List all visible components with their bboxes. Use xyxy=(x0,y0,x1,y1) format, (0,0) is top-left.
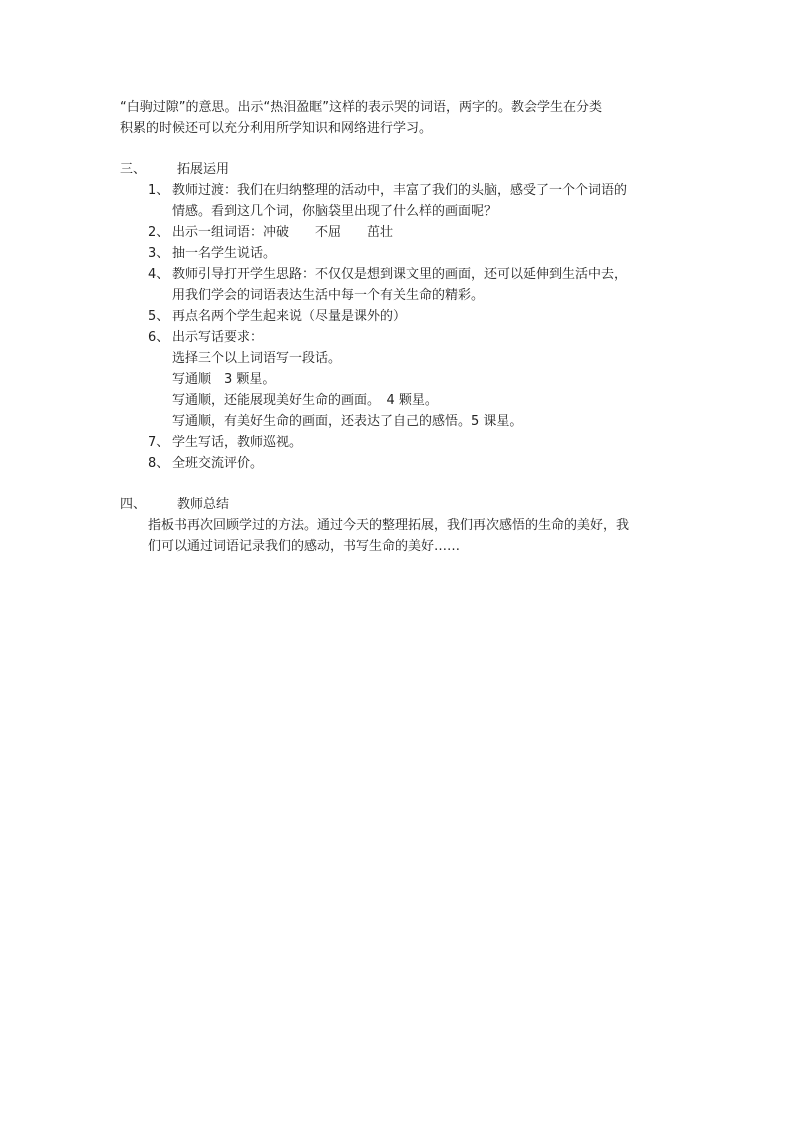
list-item-number: 5、 xyxy=(148,309,170,324)
list-item-number: 4、 xyxy=(148,267,170,282)
list-item-text: 全班交流评价。 xyxy=(172,456,264,471)
requirement-line: 选择三个以上词语写一段话。 xyxy=(172,351,342,366)
section-4-number: 四、 xyxy=(120,497,147,512)
summary-line-2: 们可以通过词语记录我们的感动，书写生命的美好…… xyxy=(148,539,461,554)
list-item-text: 教师过渡：我们在归纳整理的活动中，丰富了我们的头脑，感受了一个个词语的 xyxy=(172,183,628,198)
list-item-number: 7、 xyxy=(148,435,170,450)
list-item-number: 8、 xyxy=(148,456,170,471)
section-4-title: 教师总结 xyxy=(177,497,230,512)
list-item-text: 抽一名学生说话。 xyxy=(172,246,277,261)
list-item-number: 6、 xyxy=(148,330,170,345)
list-item-text: 教师引导打开学生思路：不仅仅是想到课文里的画面，还可以延伸到生活中去， xyxy=(172,267,628,282)
list-item-text: 情感。看到这几个词，你脑袋里出现了什么样的画面呢？ xyxy=(172,204,498,219)
list-item-text: 学生写话，教师巡视。 xyxy=(172,435,303,450)
list-item-text: 出示写话要求： xyxy=(172,330,264,345)
summary-line-1: 指板书再次回顾学过的方法。通过今天的整理拓展，我们再次感悟的生命的美好，我 xyxy=(148,518,630,533)
requirement-line: 写通顺，有美好生命的画面，还表达了自己的感悟。5 课星。 xyxy=(172,414,523,429)
section-3-title: 拓展运用 xyxy=(177,162,230,177)
intro-line-2: 积累的时候还可以充分利用所学知识和网络进行学习。 xyxy=(120,121,433,136)
list-item-text: 再点名两个学生起来说（尽量是课外的） xyxy=(172,309,407,324)
requirement-line: 写通顺，还能展现美好生命的画面。 4 颗星。 xyxy=(172,393,438,408)
requirement-line: 写通顺 3 颗星。 xyxy=(172,372,276,387)
list-item-number: 1、 xyxy=(148,183,170,198)
list-item-number: 3、 xyxy=(148,246,170,261)
list-item-number: 2、 xyxy=(148,225,170,240)
section-3-number: 三、 xyxy=(120,162,147,177)
list-item-text: 出示一组词语：冲破 不屈 茁壮 xyxy=(172,225,394,240)
intro-line-1: “白驹过隙”的意思。出示“热泪盈眶”这样的表示哭的词语，两字的。教会学生在分类 xyxy=(120,100,602,115)
list-item-text: 用我们学会的词语表达生活中每一个有关生命的精彩。 xyxy=(172,288,485,303)
